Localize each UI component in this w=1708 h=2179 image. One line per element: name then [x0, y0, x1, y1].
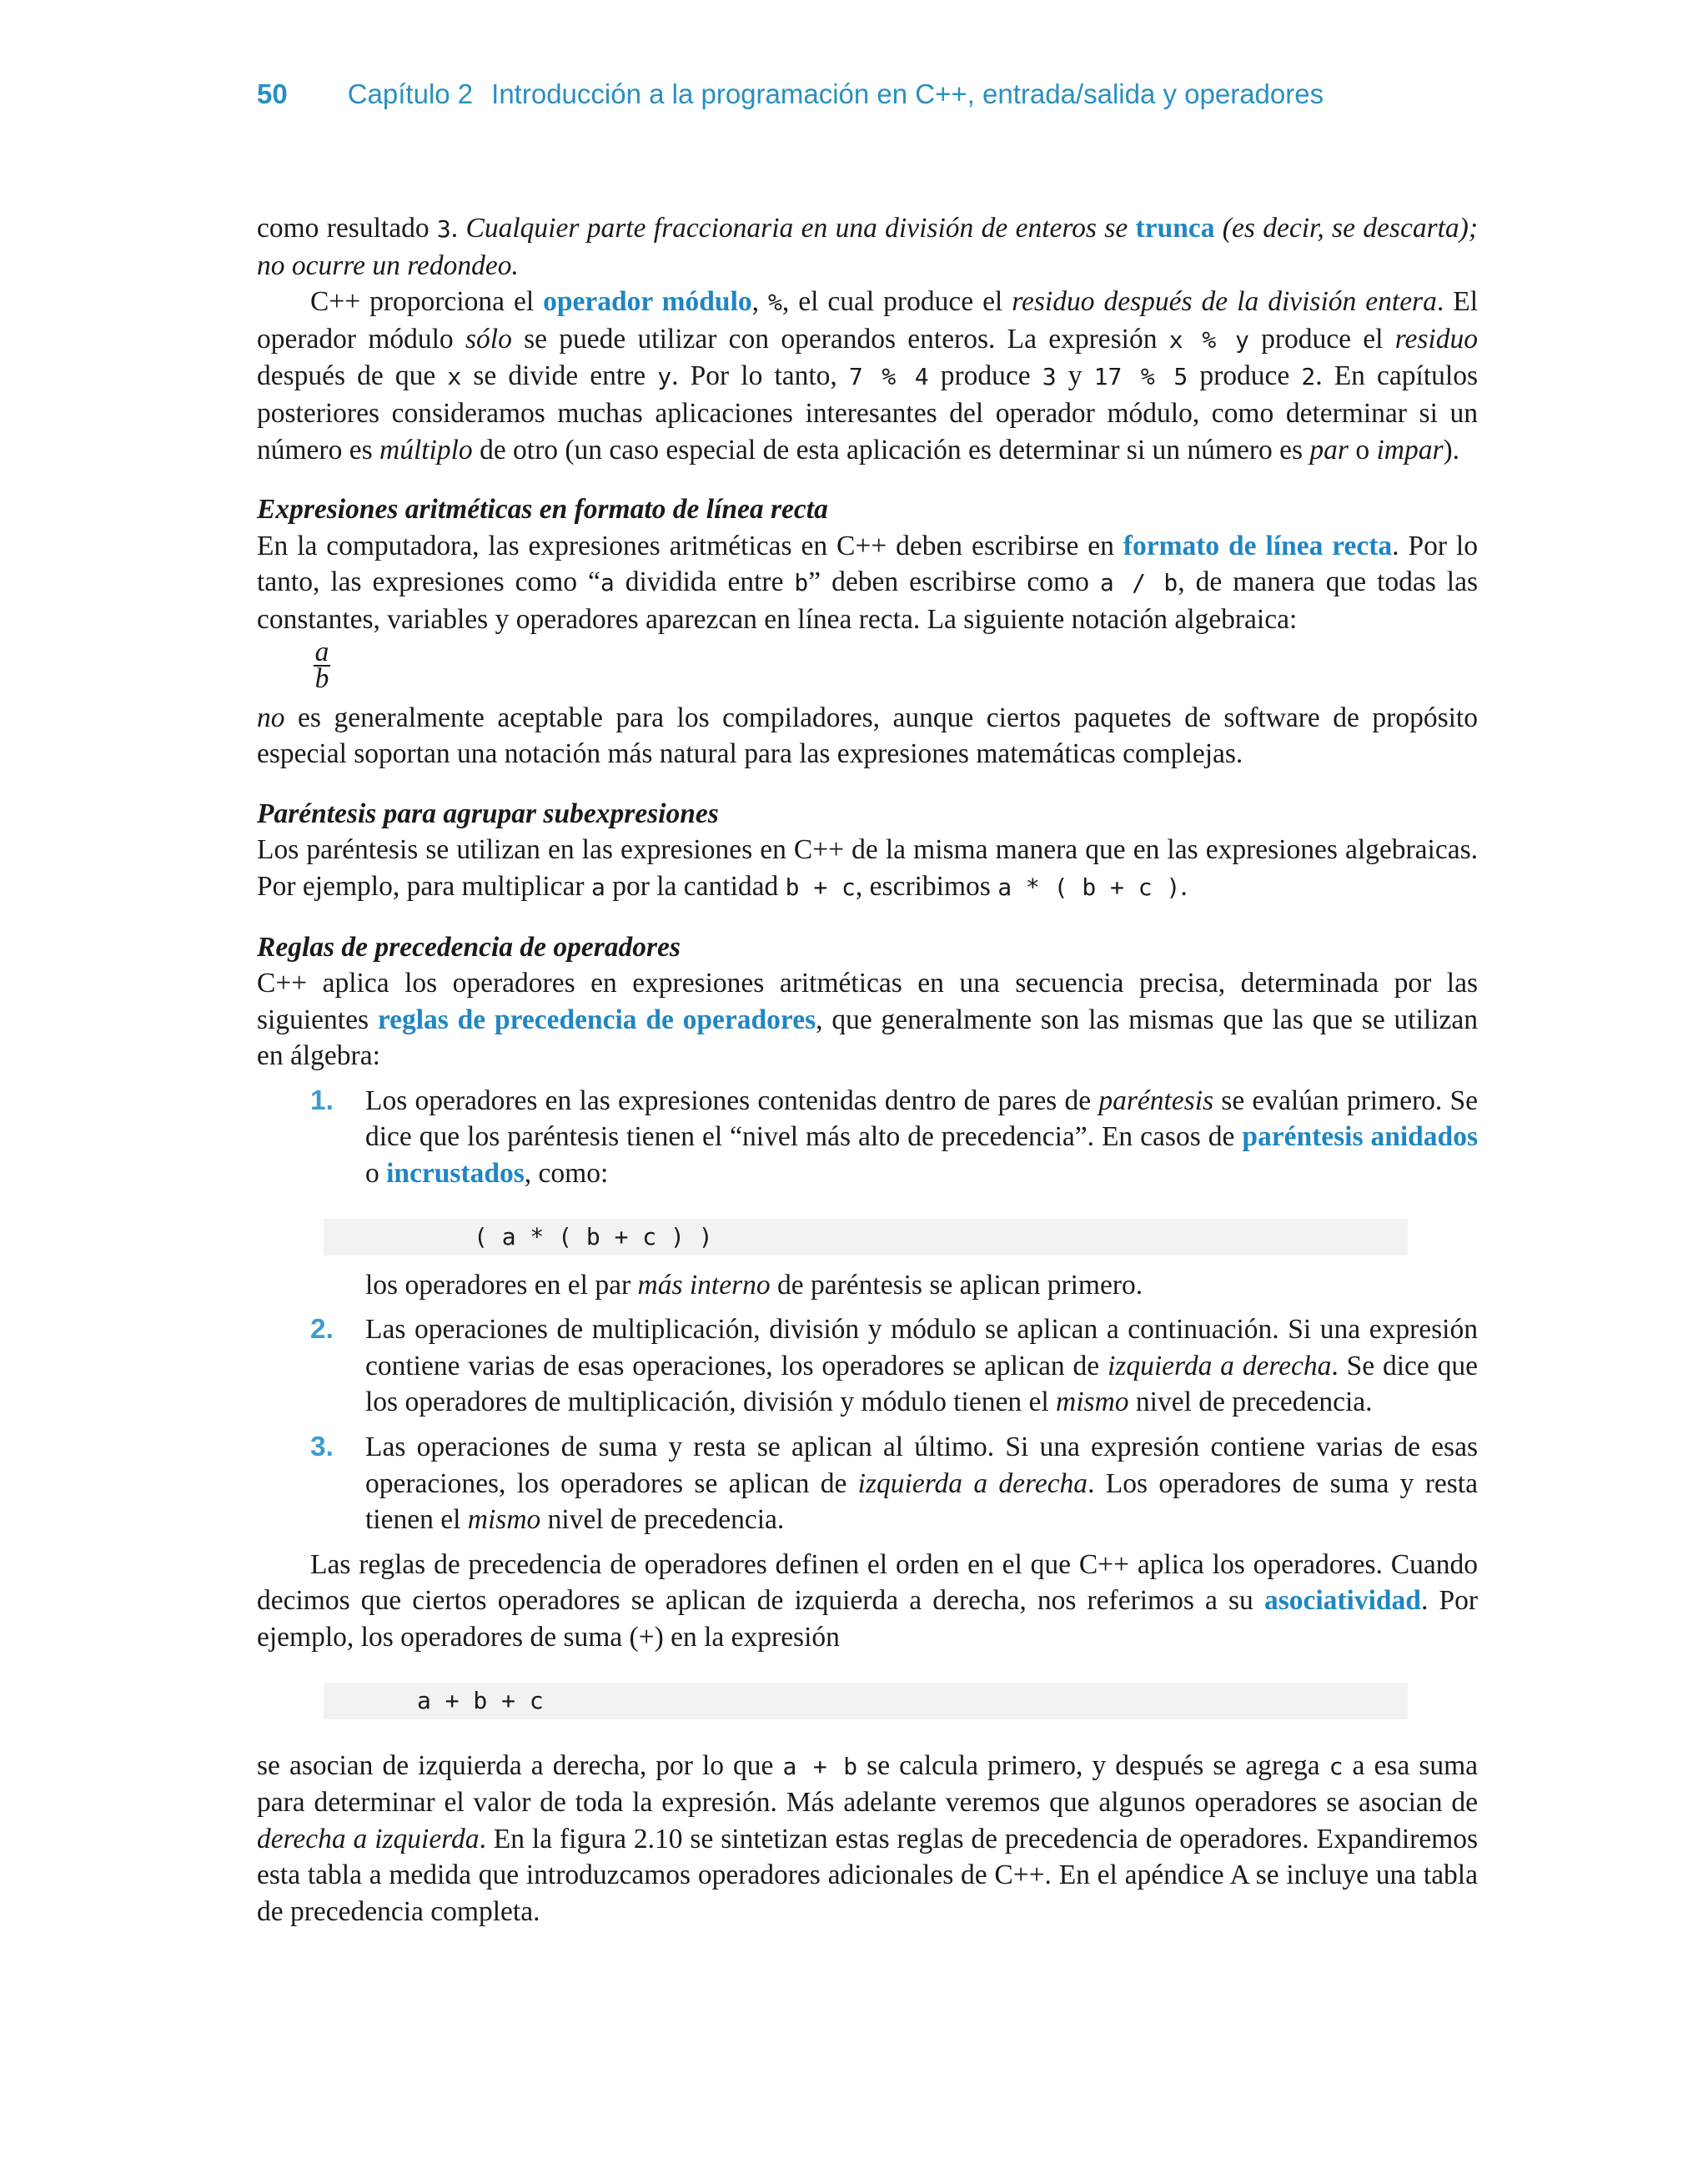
keyword-asociatividad: asociatividad — [1263, 1585, 1421, 1617]
paragraph-truncation: como resultado 3. Cualquier parte fraccionaria en una división de enteros se trunca (es decir, se descarta); no ocurre un redondeo. — [257, 213, 1478, 281]
list-number: 1. — [310, 1084, 334, 1116]
paragraph-precedencia: C++ aplica los operadores en expresiones aritméticas en una secuencia precisa, determinada por las siguientes reglas de precedencia de operadores, que generalmente son las mismas que las que se utilizan en álgebra: — [257, 968, 1479, 1072]
section-heading-linea-recta: Expresiones aritméticas en formato de línea recta — [257, 494, 828, 526]
code-block-nested: ( a * ( b + c ) ) — [324, 1219, 1408, 1256]
list-number: 2. — [310, 1314, 334, 1346]
section-heading-precedencia: Reglas de precedencia de operadores — [257, 931, 681, 963]
fraction-denominator: b — [314, 662, 329, 694]
code-block-sum: a + b + c — [324, 1683, 1408, 1719]
keyword-operador-modulo: operador módulo — [543, 286, 752, 318]
running-header — [257, 78, 1324, 110]
paragraph-parentesis: Los paréntesis se utilizan en las expresiones en C++ de la misma manera que en las expresiones algebraicas. Por ejemplo, para multiplicar a por la cantidad b + c, escribimos a * ( b + c ). — [257, 834, 1478, 902]
list-item-1: 1. Los operadores en las expresiones contenidas dentro de pares de paréntesis se evalúan primero. Se dice que los paréntesis tienen el “nivel más alto de precedencia”. En casos de paréntesis anidados o incrustados, como: — [257, 1083, 1478, 1192]
paragraph-notation: no es generalmente aceptable para los compiladores, aunque ciertos paquetes de software de propósito especial soportan una notación más natural para las expresiones matemáticas complejas. — [257, 702, 1478, 770]
keyword-trunca: trunca — [1135, 213, 1215, 244]
paragraph-modulo: C++ proporciona el operador módulo, %, el cual produce el residuo después de la división entera. El operador módulo sólo se puede utilizar con operandos enteros. La expresión x % y produce el residuo después de que x se divide entre y. Por lo tanto, 7 % 4 produce 3 y 17 % 5 produce 2. En capítulos posteriores consideramos muchas aplicaciones interesantes del operador módulo, como determinar si un número es múltiplo de otro (un caso especial de esta aplicación es determinar si un número es par o impar). — [257, 286, 1478, 465]
list-item-2: 2. Las operaciones de multiplicación, división y módulo se aplican a continuación. Si una expresión contiene varias de esas operaciones, los operadores se aplican de izquierda a derecha. Se dice que los operadores de multiplicación, división y módulo tienen el mismo nivel de precedencia. — [257, 1311, 1478, 1421]
keyword-formato-linea-recta: formato de línea recta — [1123, 530, 1393, 561]
list-number: 3. — [310, 1432, 334, 1463]
chapter-label: Capítulo 2 — [347, 78, 474, 109]
paragraph-final: se asocian de izquierda a derecha, por lo que a + b se calcula primero, y después se agrega c a esa suma para determinar el valor de toda la expresión. Más adelante veremos que algunos operadores se asocian de derecha a izquierda. En la figura 2.10 se sintetizan estas reglas de precedencia de operadores. Expandiremos esta tabla a medida que introduzcamos operadores adicionales de C++. En el apéndice A se incluye una tabla de precedencia completa. — [257, 1749, 1479, 1927]
fraction-numerator: a — [314, 636, 329, 667]
paragraph-linea-recta: En la computadora, las expresiones aritméticas en C++ deben escribirse en formato de línea recta. Por lo tanto, las expresiones como “a dividida entre b” deben escribirse como a / b, de manera que todas las constantes, variables y operadores aparezcan en línea recta. La siguiente notación algebraica: — [257, 530, 1479, 635]
list-item-1-continuation: los operadores en el par más interno de paréntesis se aplican primero. — [365, 1269, 1143, 1301]
list-item-3: 3. Las operaciones de suma y resta se aplican al último. Si una expresión contiene varias de esas operaciones, los operadores se aplican de izquierda a derecha. Los operadores de suma y resta tienen el mismo nivel de precedencia. — [257, 1429, 1478, 1538]
keyword-parentesis-anidados: paréntesis anidados — [1242, 1121, 1478, 1153]
paragraph-asociatividad: Las reglas de precedencia de operadores definen el orden en el que C++ aplica los operadores. Cuando decimos que ciertos operadores se aplican de izquierda a derecha, nos referimos a su asociatividad. Por ejemplo, los operadores de suma (+) en la expresión — [257, 1548, 1478, 1653]
keyword-reglas-precedencia: reglas de precedencia de operadores — [377, 1004, 816, 1035]
page-number: 50 — [257, 78, 288, 109]
keyword-incrustados: incrustados — [386, 1158, 525, 1190]
section-heading-parentesis: Paréntesis para agrupar subexpresiones — [257, 798, 719, 829]
algebraic-fraction — [314, 636, 330, 694]
page-body — [257, 210, 1478, 1930]
chapter-title: Introducción a la programación en C++, entrada/salida y operadores — [491, 78, 1324, 109]
